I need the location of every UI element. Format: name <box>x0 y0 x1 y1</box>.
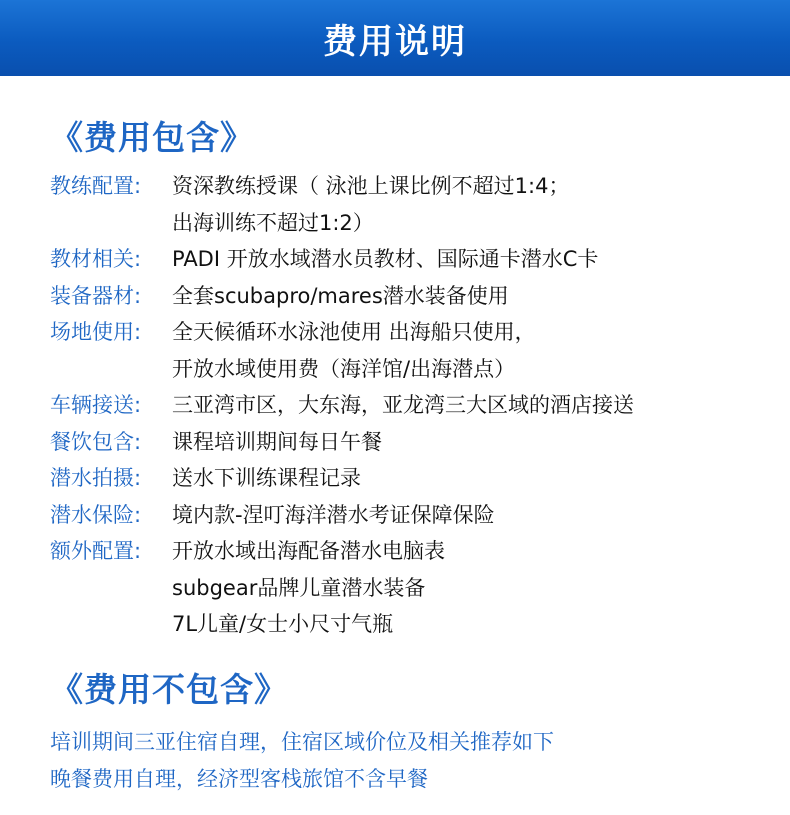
included-row <box>50 497 770 534</box>
included-row-value: 境内款-涅叮海洋潜水考证保障保险 <box>172 502 495 527</box>
included-row-value: PADI 开放水域潜水员教材、国际通卡潜水C卡 <box>172 247 599 271</box>
included-row-values <box>172 497 770 534</box>
excluded-items-list <box>50 724 770 797</box>
included-row <box>50 533 770 643</box>
included-row-value: 开放水域出海配备潜水电脑表 <box>172 539 445 563</box>
included-row-value: 全套scubapro/mares潜水装备使用 <box>172 283 509 308</box>
included-row <box>50 168 770 241</box>
included-row-label: 额外配置: <box>50 539 142 563</box>
section-heading-included: 《费用包含》 <box>50 118 254 157</box>
included-row-label: 装备器材: <box>50 283 142 308</box>
included-items-list <box>50 168 770 643</box>
included-row-label: 潜水保险: <box>50 502 142 527</box>
included-row-label: 车辆接送: <box>50 393 142 417</box>
included-row-label: 教练配置: <box>50 174 142 198</box>
included-row-values <box>172 241 770 278</box>
included-row-value: 送水下训练课程记录 <box>172 466 361 490</box>
included-row <box>50 424 770 461</box>
included-row-label: 教材相关: <box>50 247 142 271</box>
included-row-value: 7L儿童/女士小尺寸气瓶 <box>172 612 394 636</box>
included-row-value: 资深教练授课（ 泳池上课比例不超过1:4； <box>172 174 570 198</box>
included-row <box>50 460 770 497</box>
included-row-value: 开放水域使用费（海洋馆/出海潜点） <box>172 356 516 381</box>
included-row <box>50 314 770 387</box>
excluded-line: 培训期间三亚住宿自理，住宿区域价位及相关推荐如下 <box>50 730 554 754</box>
included-row-values <box>172 460 770 497</box>
included-row-value: 三亚湾市区，大东海，亚龙湾三大区域的酒店接送 <box>172 393 634 417</box>
section-heading-excluded: 《费用不包含》 <box>50 670 288 709</box>
header-banner <box>0 0 790 76</box>
included-row-label: 潜水拍摄: <box>50 466 142 490</box>
included-row <box>50 387 770 424</box>
included-row-value: 出海训练不超过1:2） <box>172 210 374 235</box>
page-title: 费用说明 <box>323 21 467 62</box>
included-row-values <box>172 314 770 387</box>
included-row-label: 餐饮包含: <box>50 429 142 454</box>
included-row-values <box>172 533 770 643</box>
included-row-values <box>172 424 770 461</box>
included-row <box>50 278 770 315</box>
included-row-value: subgear品牌儿童潜水装备 <box>172 575 426 600</box>
included-row <box>50 241 770 278</box>
included-row-label: 场地使用: <box>50 320 142 344</box>
excluded-line: 晚餐费用自理，经济型客栈旅馆不含早餐 <box>50 766 428 791</box>
included-row-value: 课程培训期间每日午餐 <box>172 429 382 454</box>
included-row-values <box>172 278 770 315</box>
included-row-values <box>172 387 770 424</box>
included-row-values <box>172 168 770 241</box>
included-row-value: 全天候循环水泳池使用 出海船只使用， <box>172 320 536 344</box>
